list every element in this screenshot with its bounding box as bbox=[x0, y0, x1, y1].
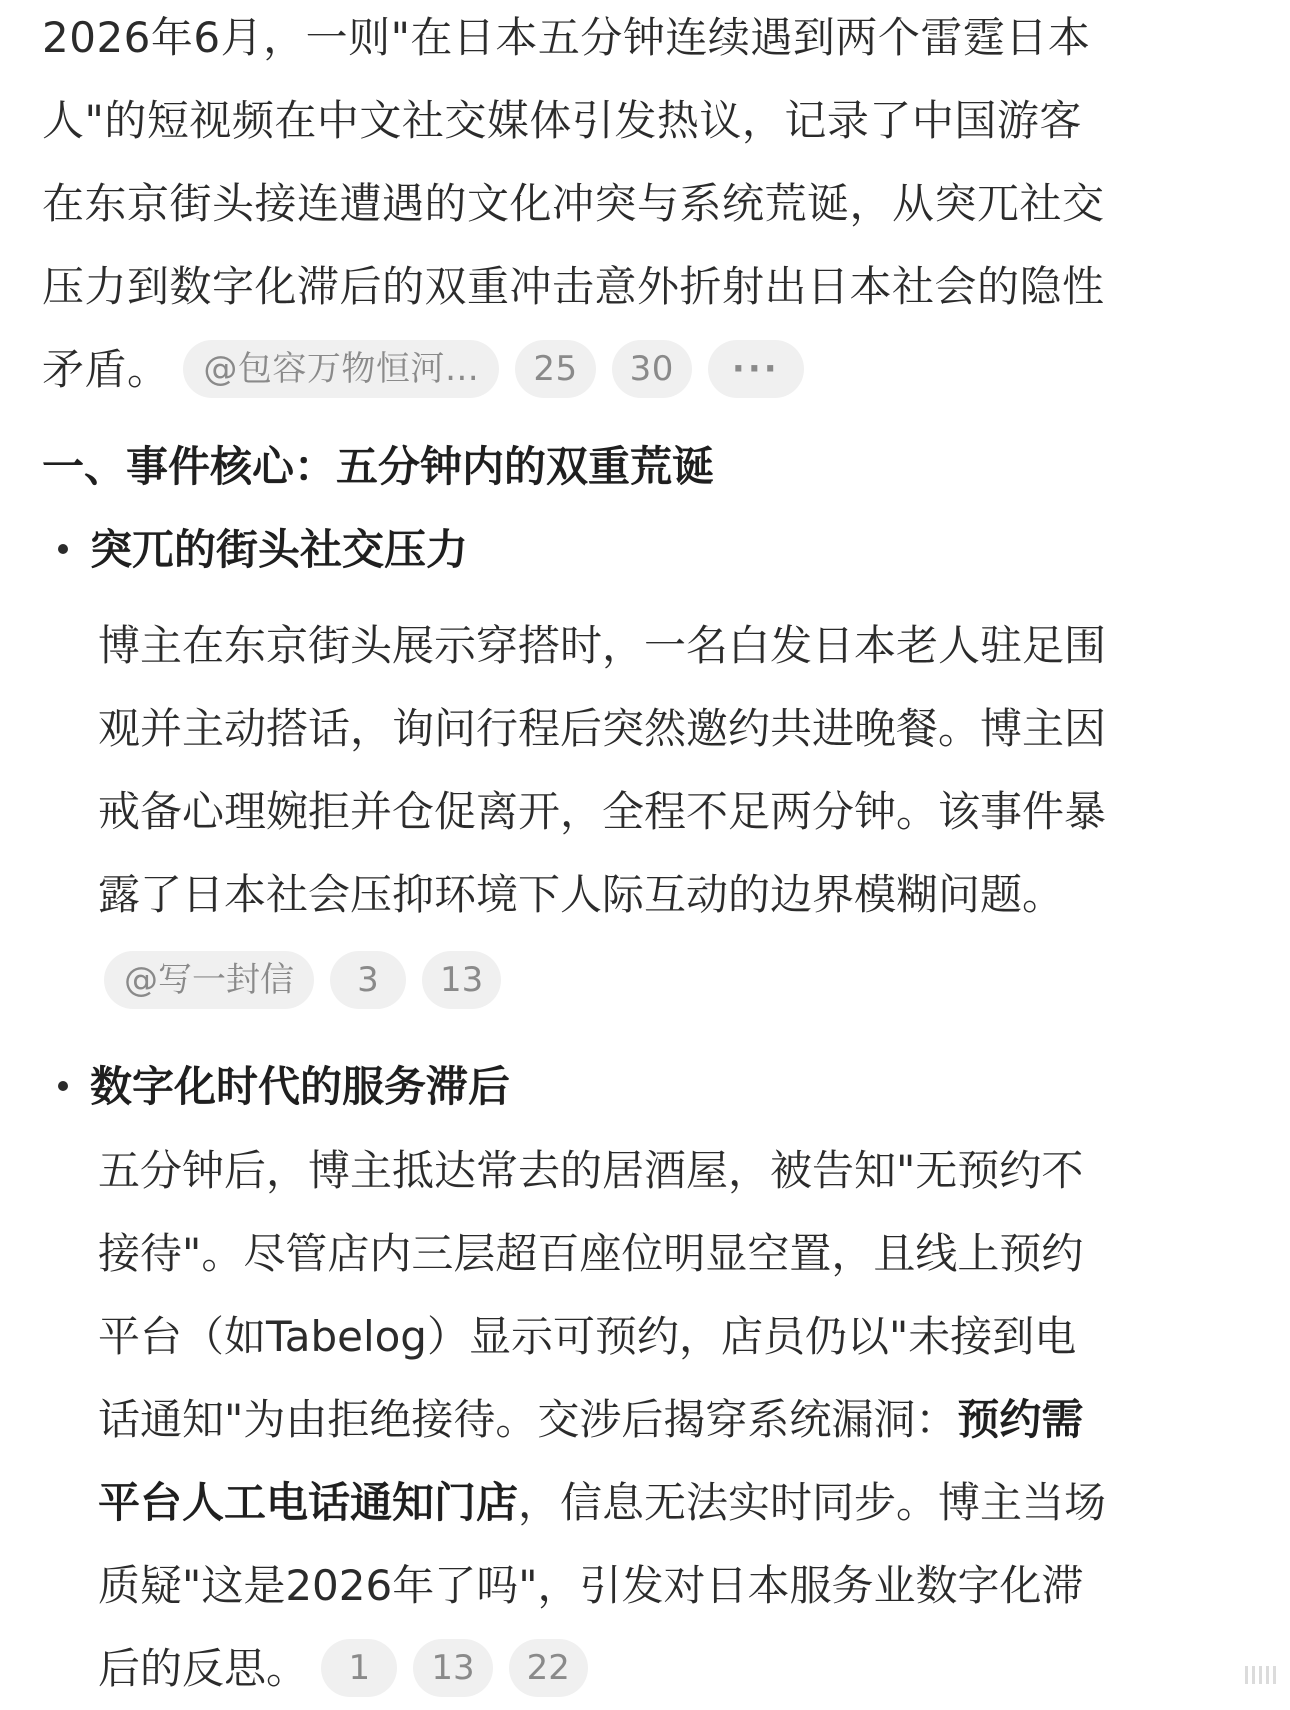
section-heading: 一、事件核心：五分钟内的双重荒诞 bbox=[42, 442, 715, 491]
bullet1-line-4: 露了日本社会压抑环境下人际互动的边界模糊问题。 bbox=[98, 870, 1065, 919]
intro-last-line: 矛盾。 bbox=[42, 345, 170, 394]
bullet-dot bbox=[58, 1081, 68, 1091]
mention-chip[interactable]: @写一封信 bbox=[104, 951, 314, 1009]
intro-paragraph bbox=[42, 0, 1252, 411]
reaction-count-chip[interactable]: 25 bbox=[515, 340, 595, 398]
bullet2-line-6: 质疑"这是2026年了吗"，引发对日本服务业数字化滞 bbox=[98, 1561, 1084, 1610]
bullet2-line-7 bbox=[98, 1627, 1268, 1710]
reaction-count-chip[interactable]: 13 bbox=[413, 1639, 492, 1697]
bullet1-line-1: 博主在东京街头展示穿搭时，一名白发日本老人驻足围 bbox=[98, 621, 1107, 670]
reaction-count-chip[interactable]: 30 bbox=[612, 340, 692, 398]
bullet2-line-3: 平台（如Tabelog）显示可预约，店员仍以"未接到电 bbox=[98, 1312, 1077, 1361]
bullet-body bbox=[98, 1129, 1268, 1710]
bullet1-line-3: 戒备心理婉拒并仓促离开，全程不足两分钟。该事件暴 bbox=[98, 787, 1107, 836]
intro-line-3: 在东京街头接连遭遇的文化冲突与系统荒诞，从突兀社交 bbox=[42, 179, 1105, 228]
bullet-title-text: 突兀的街头社交压力 bbox=[90, 525, 469, 574]
reaction-count-chip[interactable]: 1 bbox=[321, 1639, 397, 1697]
more-options-button[interactable]: ··· bbox=[708, 340, 804, 398]
bullet1-line-2: 观并主动搭话，询问行程后突然邀约共进晚餐。博主因 bbox=[98, 704, 1107, 753]
bullet2-line-4 bbox=[98, 1378, 1268, 1461]
bullet2-line-1: 五分钟后，博主抵达常去的居酒屋，被告知"无预约不 bbox=[98, 1146, 1084, 1195]
bullet1-reactions bbox=[104, 951, 517, 1009]
bullet2-last-line: 后的反思。 bbox=[98, 1644, 309, 1693]
watermark-icon bbox=[1241, 1663, 1276, 1687]
bullet2-line-4-text: 话通知"为由拒绝接待。交涉后揭穿系统漏洞： bbox=[98, 1395, 958, 1444]
intro-line-1: 2026年6月，一则"在日本五分钟连续遇到两个雷霆日本 bbox=[42, 13, 1091, 62]
bullet2-line-4-bold: 预约需 bbox=[957, 1395, 1084, 1444]
reaction-count-chip[interactable]: 3 bbox=[330, 951, 406, 1009]
bullet2-line-2: 接待"。尽管店内三层超百座位明显空置，且线上预约 bbox=[98, 1229, 1084, 1278]
reaction-count-chip[interactable]: 13 bbox=[422, 951, 501, 1009]
bullet2-line-5-bold: 平台人工电话通知门店 bbox=[98, 1478, 519, 1527]
mention-chip[interactable]: @包容万物恒河… bbox=[183, 340, 499, 398]
reaction-count-chip[interactable]: 22 bbox=[509, 1639, 588, 1697]
bullet-title bbox=[58, 1052, 510, 1122]
intro-line-4: 压力到数字化滞后的双重冲击意外折射出日本社会的隐性 bbox=[42, 262, 1105, 311]
intro-line-5 bbox=[42, 328, 1252, 411]
bullet-title bbox=[58, 515, 468, 585]
bullet2-line-5 bbox=[98, 1461, 1268, 1544]
intro-line-2: 人"的短视频在中文社交媒体引发热议，记录了中国游客 bbox=[42, 96, 1082, 145]
bullet-title-text: 数字化时代的服务滞后 bbox=[90, 1062, 511, 1111]
bullet-dot bbox=[58, 544, 68, 554]
bullet-body bbox=[98, 604, 1268, 936]
bullet2-line-5-text: ，信息无法实时同步。博主当场 bbox=[518, 1478, 1107, 1527]
